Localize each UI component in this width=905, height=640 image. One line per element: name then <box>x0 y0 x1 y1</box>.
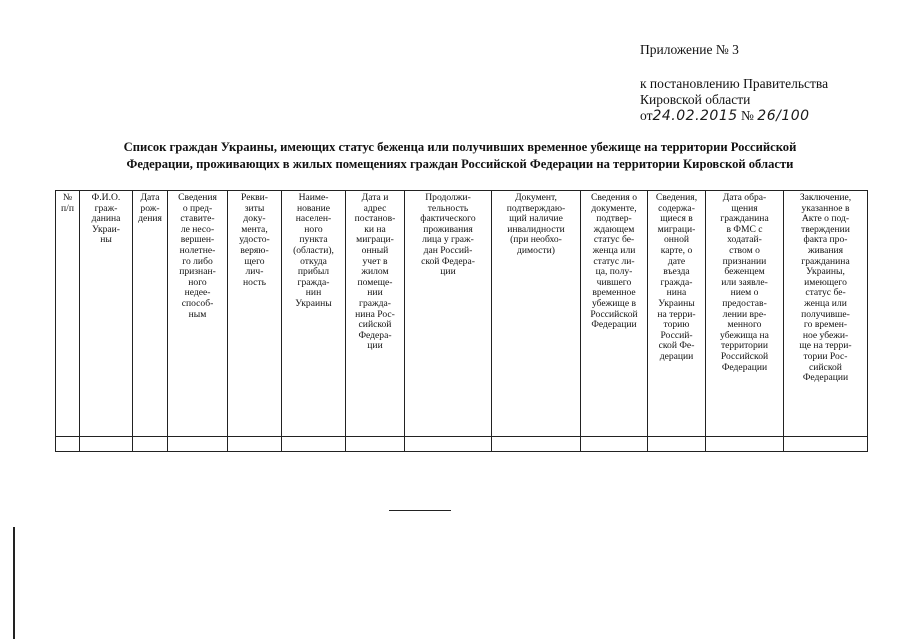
table-header-row <box>56 191 868 437</box>
decree-date-number-line <box>640 108 810 124</box>
table-cell <box>405 437 492 452</box>
table-cell <box>581 437 648 452</box>
appendix-title: Приложение № 3 <box>640 42 739 57</box>
column-header-refugee-status-document: Сведения о документе, подтвер- ждающем статус бе- женца или статус ли- ца, полу- чившего временное убежище в Российской Федерации <box>581 191 648 437</box>
table-cell <box>784 437 868 452</box>
handwritten-number: 26/100 <box>757 108 810 124</box>
table-row <box>56 437 868 452</box>
column-header-fms-application-date: Дата обра- щения гражданина в ФМС с ходатай- ством о признании беженцем или заявле- нием о предостав- лении вре- менного убежища на территории Российской Федерации <box>706 191 784 437</box>
table-cell <box>56 437 80 452</box>
footer-separator-line <box>389 510 451 511</box>
number-label: № <box>741 108 754 123</box>
column-header-disability-document: Документ, подтверждаю- щий наличие инвалидности (при необхо- димости) <box>492 191 581 437</box>
column-header-number: № п/п <box>56 191 80 437</box>
date-prefix: от <box>640 108 653 123</box>
column-header-full-name: Ф.И.О. граж- данина Украи- ны <box>80 191 133 437</box>
scan-edge-line <box>13 527 15 639</box>
table-cell <box>80 437 133 452</box>
column-header-migration-registration: Дата и адрес постанов- ки на миграци- онный учет в жилом помеще- нии гражда- нина Рос- сийской Федера- ции <box>346 191 405 437</box>
column-header-residence-act-conclusion: Заключение, указанное в Акте о под- тверждении факта про- живания гражданина Украины, имеющего статус бе- женца или получивше- го времен- ное убежи- ще на терри- тории Рос- сийской Федерации <box>784 191 868 437</box>
table-cell <box>168 437 228 452</box>
table-cell <box>133 437 168 452</box>
document-title <box>50 139 870 173</box>
decree-reference-line1: к постановлению Правительства <box>640 76 829 91</box>
citizens-registry-table <box>55 190 868 452</box>
column-header-representative: Сведения о пред- ставите- ле несо- вершен- нолетне- го либо признан- ного недее- способ- ным <box>168 191 228 437</box>
column-header-identity-document: Рекви- зиты доку- мента, удосто- веряю- щего лич- ность <box>228 191 282 437</box>
table-cell <box>228 437 282 452</box>
table-cell <box>706 437 784 452</box>
decree-reference-line2: Кировской области <box>640 92 751 107</box>
document-title-line2: Федерации, проживающих в жилых помещениях граждан Российской Федерации на территории Кировской области <box>126 157 794 171</box>
handwritten-date: 24.02.2015 <box>652 108 738 124</box>
column-header-migration-card: Сведения, содержа- щиеся в миграци- онной карте, о дате въезда гражда- нина Украины на терри- торию Россий- ской Фе- дерации <box>648 191 706 437</box>
table-cell <box>346 437 405 452</box>
document-title-line1: Список граждан Украины, имеющих статус беженца или получивших временное убежище на территории Российской <box>123 140 797 154</box>
column-header-birth-date: Дата рож- дения <box>133 191 168 437</box>
table-cell <box>282 437 346 452</box>
table-cell <box>648 437 706 452</box>
column-header-residence-duration: Продолжи- тельность фактического проживания лица у граж- дан Россий- ской Федера- ции <box>405 191 492 437</box>
table-cell <box>492 437 581 452</box>
column-header-origin-locality: Наиме- нование населен- ного пункта (области), откуда прибыл гражда- нин Украины <box>282 191 346 437</box>
